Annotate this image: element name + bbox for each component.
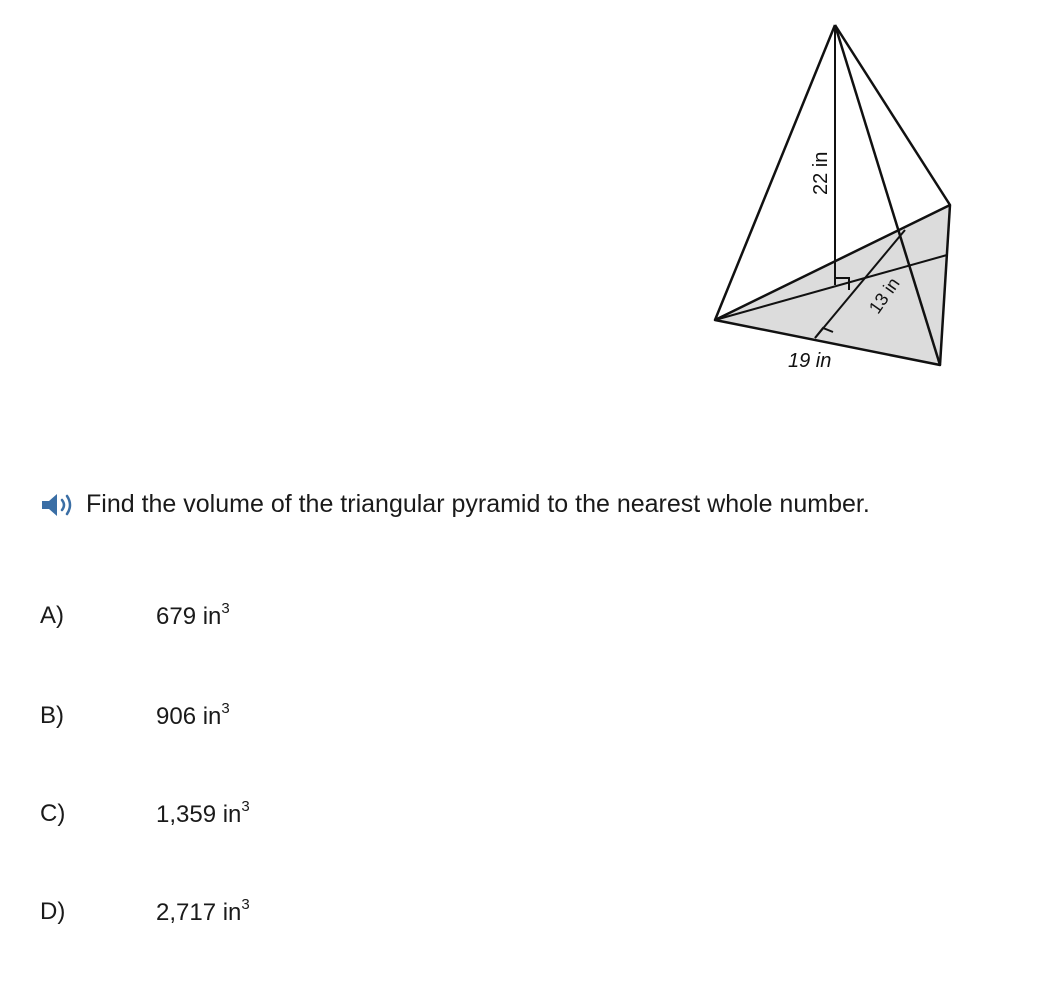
choice-letter: D) — [40, 898, 66, 925]
choice-value: 1,359 $in^3$ — [156, 797, 250, 828]
choice-d[interactable] — [40, 892, 640, 932]
pyramid-figure — [690, 10, 970, 380]
slant-label: 13 in — [864, 273, 904, 318]
choice-value: 906 $in^3$ — [156, 699, 230, 730]
choice-value: 2,717 $in^3$ — [156, 895, 250, 926]
choice-c[interactable] — [40, 794, 640, 834]
choice-a[interactable] — [40, 596, 640, 636]
question-row — [40, 490, 1000, 519]
choice-letter: B) — [40, 702, 64, 729]
question-text: Find the volume of the triangular pyramid to the nearest whole number. — [86, 490, 870, 518]
choice-b[interactable] — [40, 696, 640, 736]
choice-value: 679 $in^3$ — [156, 599, 230, 630]
speaker-icon[interactable] — [40, 492, 78, 518]
base-label: 19 in — [788, 350, 832, 372]
height-label: 22 in — [810, 151, 832, 195]
choice-letter: C) — [40, 800, 66, 827]
choice-letter: A) — [40, 602, 64, 629]
